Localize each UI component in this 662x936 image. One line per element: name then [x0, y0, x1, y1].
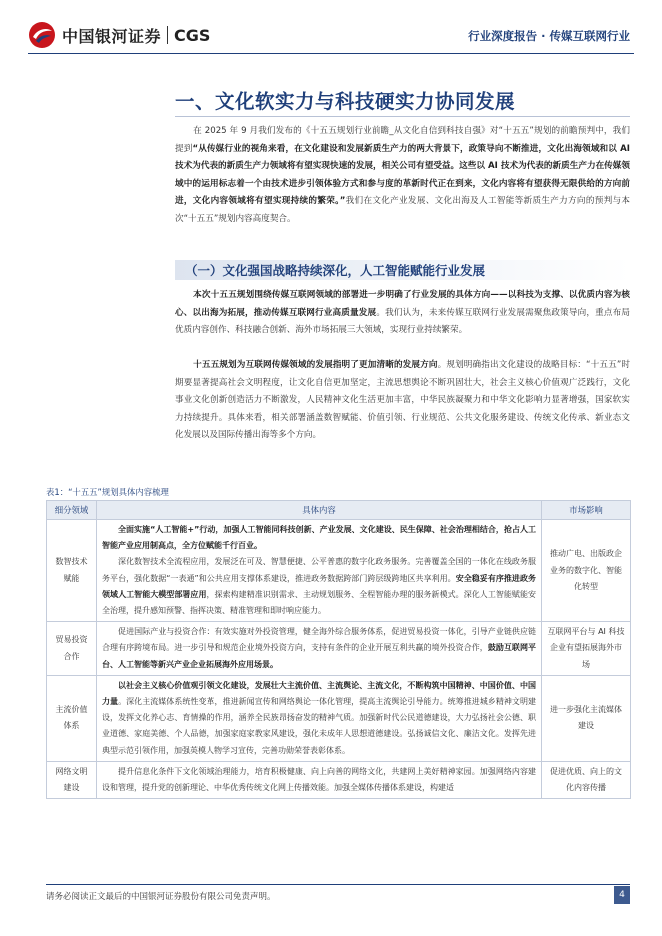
p2-text: 。规划明确指出文化建设的战略目标：“十五五”时期要显著提高社会文明程度，让文化自信更加坚定，主流思想舆论不断巩固壮大，社会主义核心价值观广泛践行，文化事业文化创新创造活力不断激发，人民精神文化生活更加丰富，中华民族凝聚力和中华文化影响力显著增强，国家软实力持续提升。具体来看，相关部署涵盖数智赋能、价值引领、行业规范、公共文化服务建设、传统文化传承、新业态文化发展以及国际传播出海等多个方向。: [175, 360, 630, 440]
logo-cn-text: 中国银河证券: [62, 26, 162, 46]
section-title: 一、文化软实力与科技硬实力协同发展: [175, 90, 516, 113]
page-header: [0, 0, 662, 58]
report-type: 行业深度报告: [468, 29, 538, 43]
p2-bold: 十五五规划为互联网传媒领域的发展指明了更加清晰的发展方向: [193, 360, 438, 370]
logo-en-text: CGS: [174, 25, 211, 45]
intro-quote: “从传媒行业的视角来看，在文化建设和发展新质生产力的两大背景下，政策导向不断推进，文化出海领域和以 AI 技术为代表的新质生产力领域将有望实现快速的发展，相关公司有望受益。这些以 AI 技术为代表的新质生产力在传媒领域中的运用标志着一个由技术进步引领体验方式和参与度的革新时代正在到来，文化内容将有望获得无限供给的方向前进，文化内容领域将有望实现持续的繁荣。”: [175, 143, 630, 206]
row-impact: 互联网平台与 AI 科技企业有望拓展海外市场: [542, 622, 631, 676]
table-row: [47, 622, 631, 676]
table-caption: 表1：“十五五”规划具体内容梳理: [46, 487, 169, 497]
row-domain: 贸易投资合作: [47, 622, 97, 676]
footer-disclaimer: 请务必阅读正文最后的中国银河证券股份有限公司免责声明。: [46, 892, 276, 902]
subsection-heading: [175, 258, 630, 280]
row-domain: 数智技术赋能: [47, 520, 97, 622]
header-separator: ·: [541, 29, 546, 43]
footer-divider: [46, 884, 630, 885]
plan-content-table: [46, 500, 631, 799]
row-domain: 网络文明建设: [47, 761, 97, 798]
industry-name: 传媒互联网行业: [549, 29, 630, 43]
p1-bold: 本次十五五规划围绕传媒互联网领域的部署进一步明确了行业发展的具体方向——以科技为支撑、以优质内容为核心、以出海为拓展，推动传媒互联网行业高质量发展: [175, 290, 630, 318]
body-paragraph-1: [175, 287, 630, 340]
intro-paragraph: [175, 123, 630, 228]
column-header-impact: 市场影响: [542, 501, 631, 520]
column-header-content: 具体内容: [97, 501, 542, 520]
row-impact: 进一步强化主流媒体建设: [542, 675, 631, 761]
p1-text: 。我们认为，未来传媒互联网行业发展需聚焦政策导向，重点布局优质内容创作、科技融合创新、海外市场拓展三大领域，实现行业持续繁荣。: [175, 307, 630, 335]
intro-text-1: 在 2025 年 9 月我们发布的《十五五规划行业前瞻_从文化自信到科技自强》对“十五五”规划的前瞻预判中，我们提到: [175, 126, 630, 154]
subsection-title: （一）文化强国战略持续深化，人工智能赋能行业发展: [185, 263, 486, 278]
row-content: 提升信息化条件下文化领域治理能力，培育积极健康、向上向善的网络文化，共建网上美好精神家园。加强网络内容建设和管理，提升党的创新理论、中华优秀传统文化网上传播效能。加强全媒体传播体系建设，构建适: [97, 761, 542, 798]
row-content: 全面实施“人工智能+”行动，加强人工智能同科技创新、产业发展、文化建设、民生保障、社会治理相结合，抢占人工智能产业应用制高点，全方位赋能千行百业。 深化数智技术全流程应用，发展泛在可及、智慧便捷、公平普惠的数字化政务服务。完善覆盖全国的一体化在线政务服务平台，强化数据“一表通”和公共应用支撑体系建设，推进政务数据跨部门跨层级跨地区共享利用。安全稳妥有序推进政务领域人工智能大模型部署应用，探索构建精准识别需求、主动规划服务、全程智能办理的服务新模式。深化人工智能赋能安全治理，提升感知预警、指挥决策、精准管理和即时响应能力。: [97, 520, 542, 622]
company-logo: [28, 22, 210, 48]
section-title-rule: [175, 116, 630, 117]
table-row: [47, 761, 631, 798]
intro-text-2: 我们在文化产业发展、文化出海及人工智能等新质生产力方向的预判与本次“十五五”规划内容高度契合。: [175, 196, 630, 224]
row-impact: 推动广电、出版政企业务的数字化、智能化转型: [542, 520, 631, 622]
row-content: 促进国际产业与投资合作：有效实施对外投资管理，健全海外综合服务体系，促进贸易投资一体化，引导产业链供应链合理有序跨境布局。进一步引导和规范企业境外投资方向，支持有条件的企业开展互利共赢的境外投资合作，鼓励互联网平台、人工智能等新兴产业企业拓展海外应用场景。: [97, 622, 542, 676]
row-content: 以社会主义核心价值观引领文化建设，发展壮大主流价值、主流舆论、主流文化，不断构筑中国精神、中国价值、中国力量。深化主流媒体系统性变革，推进新闻宣传和网络舆论一体化管理，提高主流舆论引导能力。统筹推进城乡精神文明建设，发挥文化养心志、育情操的作用，涵养全民族昂扬奋发的精神气质。加强新时代公民道德建设，大力弘扬社会公德、职业道德、家庭美德、个人品德，加强家庭家教家风建设，强化未成年人思想道德建设。弘扬诚信文化、廉洁文化。发挥先进典型示范引领作用，加强英模人物学习宣传，完善功勋荣誉表彰体系。: [97, 675, 542, 761]
row-domain: 主流价值体系: [47, 675, 97, 761]
table-row: [47, 675, 631, 761]
column-header-domain: 细分领域: [47, 501, 97, 520]
galaxy-logo-icon: [28, 21, 56, 49]
body-paragraph-2: [175, 357, 630, 445]
table-row: [47, 520, 631, 622]
table-header-row: [47, 501, 631, 520]
header-divider: [28, 53, 634, 54]
logo-divider: [167, 26, 168, 44]
page-number: 4: [614, 886, 630, 904]
row-impact: 促进优质、向上的文化内容传播: [542, 761, 631, 798]
report-category: [468, 28, 630, 44]
